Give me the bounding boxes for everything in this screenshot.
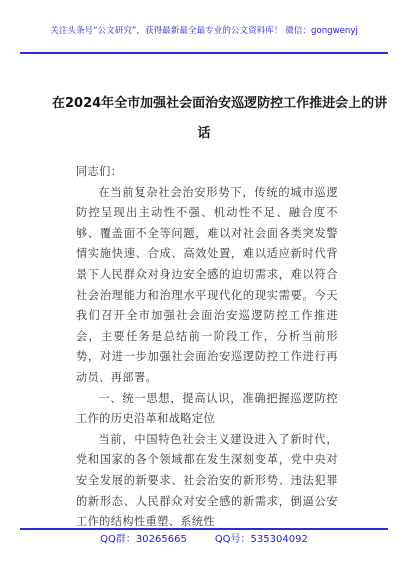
paragraph-section-1: 当前，中国特色社会主义建设进入了新时代，党和国家的各个领域都在发生深刻变革，党中央对安全发展的新要求、社会治安的新形势、违法犯罪的新形态、人民群众对安全感的新需求，倒逼公安工作的结构性重塑、系统性 [76,432,338,529]
footer-qq-group: QQ群：30265665 [100,534,187,545]
salutation: 同志们： [76,165,123,178]
footer-banner [20,528,388,552]
document-title-line-2: 话 [197,126,211,141]
document-title-line-1: 在2024年全市加强社会面治安巡逻防控工作推进会上的讲 [52,96,388,111]
document-body [76,162,338,533]
header-banner [20,24,388,54]
section-heading-1: 一、统一思想，提高认识，准确把握巡逻防控工作的历史沿革和战略定位 [76,391,338,426]
paragraph-intro: 在当前复杂社会治安形势下，传统的城市巡逻防控呈现出主动性不强、机动性不足、融合度不够、覆盖面不全等问题，难以对社会面各类突发警情实施快速、合成、高效处置，难以适应新时代背景下人民群众对身边安全感的迫切需求，难以符合社会治理能力和治理水平现代化的现实需要。今天我们召开全市加强社会面治安巡逻防控工作推进会，主要任务是总结前一阶段工作，分析当前形势，对进一步加强社会面治安巡逻防控工作进行再动员、再部署。 [76,185,338,384]
footer-qq-number: QQ号：535304092 [214,534,308,545]
header-banner-text: 关注头条号“公文研究”，获得最新最全最专业的公文资料库！ 微信：gongwenyj [50,26,358,36]
